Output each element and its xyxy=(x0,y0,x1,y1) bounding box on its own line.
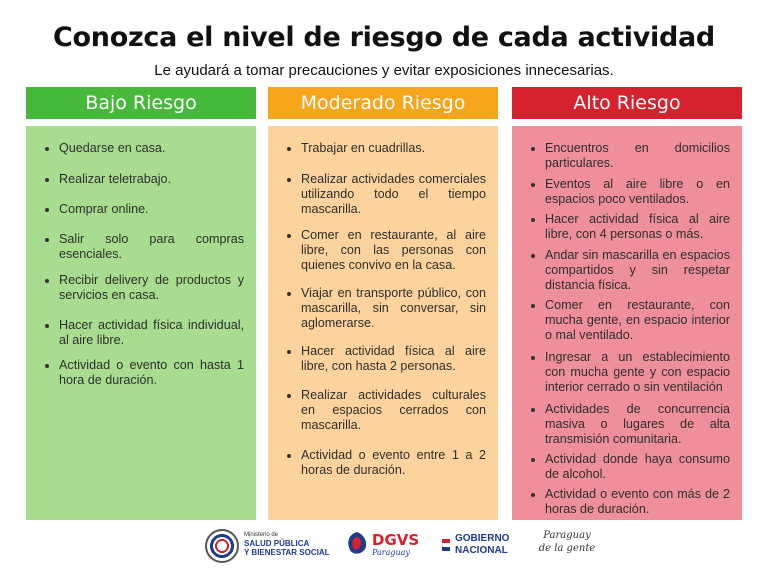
list-item: Encuentros en domicilios particulares. xyxy=(512,141,742,171)
bullet-icon xyxy=(45,238,49,242)
bullet-icon xyxy=(531,218,535,222)
bullet-icon xyxy=(531,183,535,187)
list-item: Hacer actividad física al aire libre, con hasta 2 personas. xyxy=(268,344,498,374)
dgvs-logo-text: DGVS xyxy=(372,531,420,549)
bullet-icon xyxy=(287,454,291,458)
paraguay-de-la-gente-logo: Paraguay de la gente xyxy=(538,530,596,554)
paraguay-flag-icon xyxy=(442,539,450,551)
list-item: Actividad o evento con hasta 1 hora de duración. xyxy=(26,358,256,388)
bullet-icon xyxy=(45,147,49,151)
list-item: Eventos al aire libre o en espacios poco ventilados. xyxy=(512,177,742,207)
bullet-icon xyxy=(531,356,535,360)
bullet-icon xyxy=(45,279,49,283)
ministry-logo-text: Ministerio de SALUD PÚBLICA Y BIENESTAR SOCIAL xyxy=(244,532,330,557)
gobierno-nacional-logo: GOBIERNO NACIONAL xyxy=(455,533,510,556)
bullet-icon xyxy=(531,408,535,412)
bullet-icon xyxy=(45,364,49,368)
list-item: Realizar actividades comerciales utilizando todo el tiempo mascarilla. xyxy=(268,172,498,217)
bullet-icon xyxy=(531,254,535,258)
list-item: Recibir delivery de productos y servicios en casa. xyxy=(26,273,256,303)
list-moderado-riesgo xyxy=(268,126,498,520)
header-bajo-riesgo: Bajo Riesgo xyxy=(26,87,256,119)
dgvs-logo-icon xyxy=(344,530,370,556)
list-item: Quedarse en casa. xyxy=(26,141,256,156)
bullet-icon xyxy=(287,292,291,296)
bullet-icon xyxy=(531,458,535,462)
bullet-icon xyxy=(287,394,291,398)
bullet-icon xyxy=(531,493,535,497)
dgvs-logo-subtext: Paraguay xyxy=(372,548,410,557)
list-item: Andar sin mascarilla en espacios compartidos y sin respetar distancia física. xyxy=(512,248,742,293)
list-item: Trabajar en cuadrillas. xyxy=(268,141,498,156)
list-item: Hacer actividad física al aire libre, con 4 personas o más. xyxy=(512,212,742,242)
bullet-icon xyxy=(287,350,291,354)
list-item: Viajar en transporte público, con mascarilla, sin conversar, sin aglomerarse. xyxy=(268,286,498,331)
header-moderado-riesgo: Moderado Riesgo xyxy=(268,87,498,119)
ministry-seal-icon xyxy=(205,529,239,563)
bullet-icon xyxy=(531,304,535,308)
list-item: Actividades de concurrencia masiva o lugares de alta transmisión comunitaria. xyxy=(512,402,742,447)
bullet-icon xyxy=(287,234,291,238)
bullet-icon xyxy=(45,178,49,182)
list-item: Realizar actividades culturales en espacios cerrados con mascarilla. xyxy=(268,388,498,433)
list-item: Comprar online. xyxy=(26,202,256,217)
list-item: Comer en restaurante, al aire libre, con las personas con quienes convivo en la casa. xyxy=(268,228,498,273)
page-subtitle: Le ayudará a tomar precauciones y evitar exposiciones innecesarias. xyxy=(154,62,614,79)
list-item: Actividad o evento con más de 2 horas de duración. xyxy=(512,487,742,517)
list-item: Realizar teletrabajo. xyxy=(26,172,256,187)
page-title: Conozca el nivel de riesgo de cada actividad xyxy=(53,22,715,53)
list-item: Hacer actividad física individual, al aire libre. xyxy=(26,318,256,348)
list-item: Actividad donde haya consumo de alcohol. xyxy=(512,452,742,482)
list-item: Ingresar a un establecimiento con mucha gente y con espacio interior cerrado o sin ventilación xyxy=(512,350,742,395)
list-item: Salir solo para compras esenciales. xyxy=(26,232,256,262)
bullet-icon xyxy=(45,208,49,212)
bullet-icon xyxy=(287,147,291,151)
bullet-icon xyxy=(531,147,535,151)
list-item: Actividad o evento entre 1 a 2 horas de duración. xyxy=(268,448,498,478)
bullet-icon xyxy=(45,324,49,328)
bullet-icon xyxy=(287,178,291,182)
footer-logos xyxy=(0,527,768,567)
list-bajo-riesgo xyxy=(26,126,256,520)
list-alto-riesgo xyxy=(512,126,742,520)
header-alto-riesgo: Alto Riesgo xyxy=(512,87,742,119)
list-item: Comer en restaurante, con mucha gente, en espacio interior o mal ventilado. xyxy=(512,298,742,343)
